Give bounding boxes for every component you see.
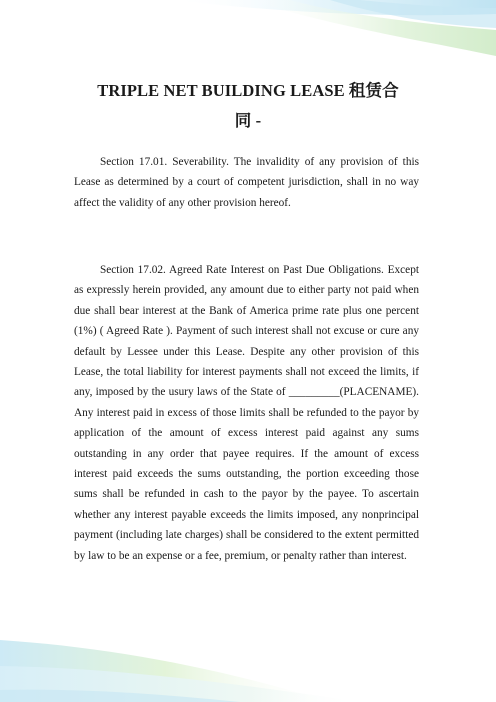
title-line-1: TRIPLE NET BUILDING LEASE 租赁合 <box>97 81 399 100</box>
section-17-01-paragraph: Section 17.01. Severability. The invalidity of any provision of this Lease as determined by a court of competent jurisdiction, shall in no way affect the validity of any other provision hereof. <box>74 156 419 209</box>
section-17-02-paragraph: Section 17.02. Agreed Rate Interest on Past Due Obligations. Except as expressly herein provided, any amount due to either party not paid when due shall bear interest at the Bank of America prime rate plus one percent (1%) ( Agreed Rate ). Payment of such interest shall not excuse or cure any default by Lessee under this Lease. Despite any other provision of this Lease, the total liability for interest payments shall not exceed the limits, if any, imposed by the usury laws of the State of _________(PLACENAME). Any interest paid in excess of those limits shall be refunded to the payor by application of the amount of excess interest paid against any sums outstanding in any order that payee requires. If the amount of excess interest paid exceeds the sums outstanding, the portion exceeding those sums shall be refunded in cash to the payor by the payee. To ascertain whether any interest payable exceeds the limits imposed, any nonprincipal payment (including late charges) shall be considered to the extent permitted by law to be an expense or a fee, premium, or penalty rather than interest. <box>74 264 419 562</box>
title-line-2: 同 - <box>234 111 262 130</box>
document-title <box>70 76 426 136</box>
